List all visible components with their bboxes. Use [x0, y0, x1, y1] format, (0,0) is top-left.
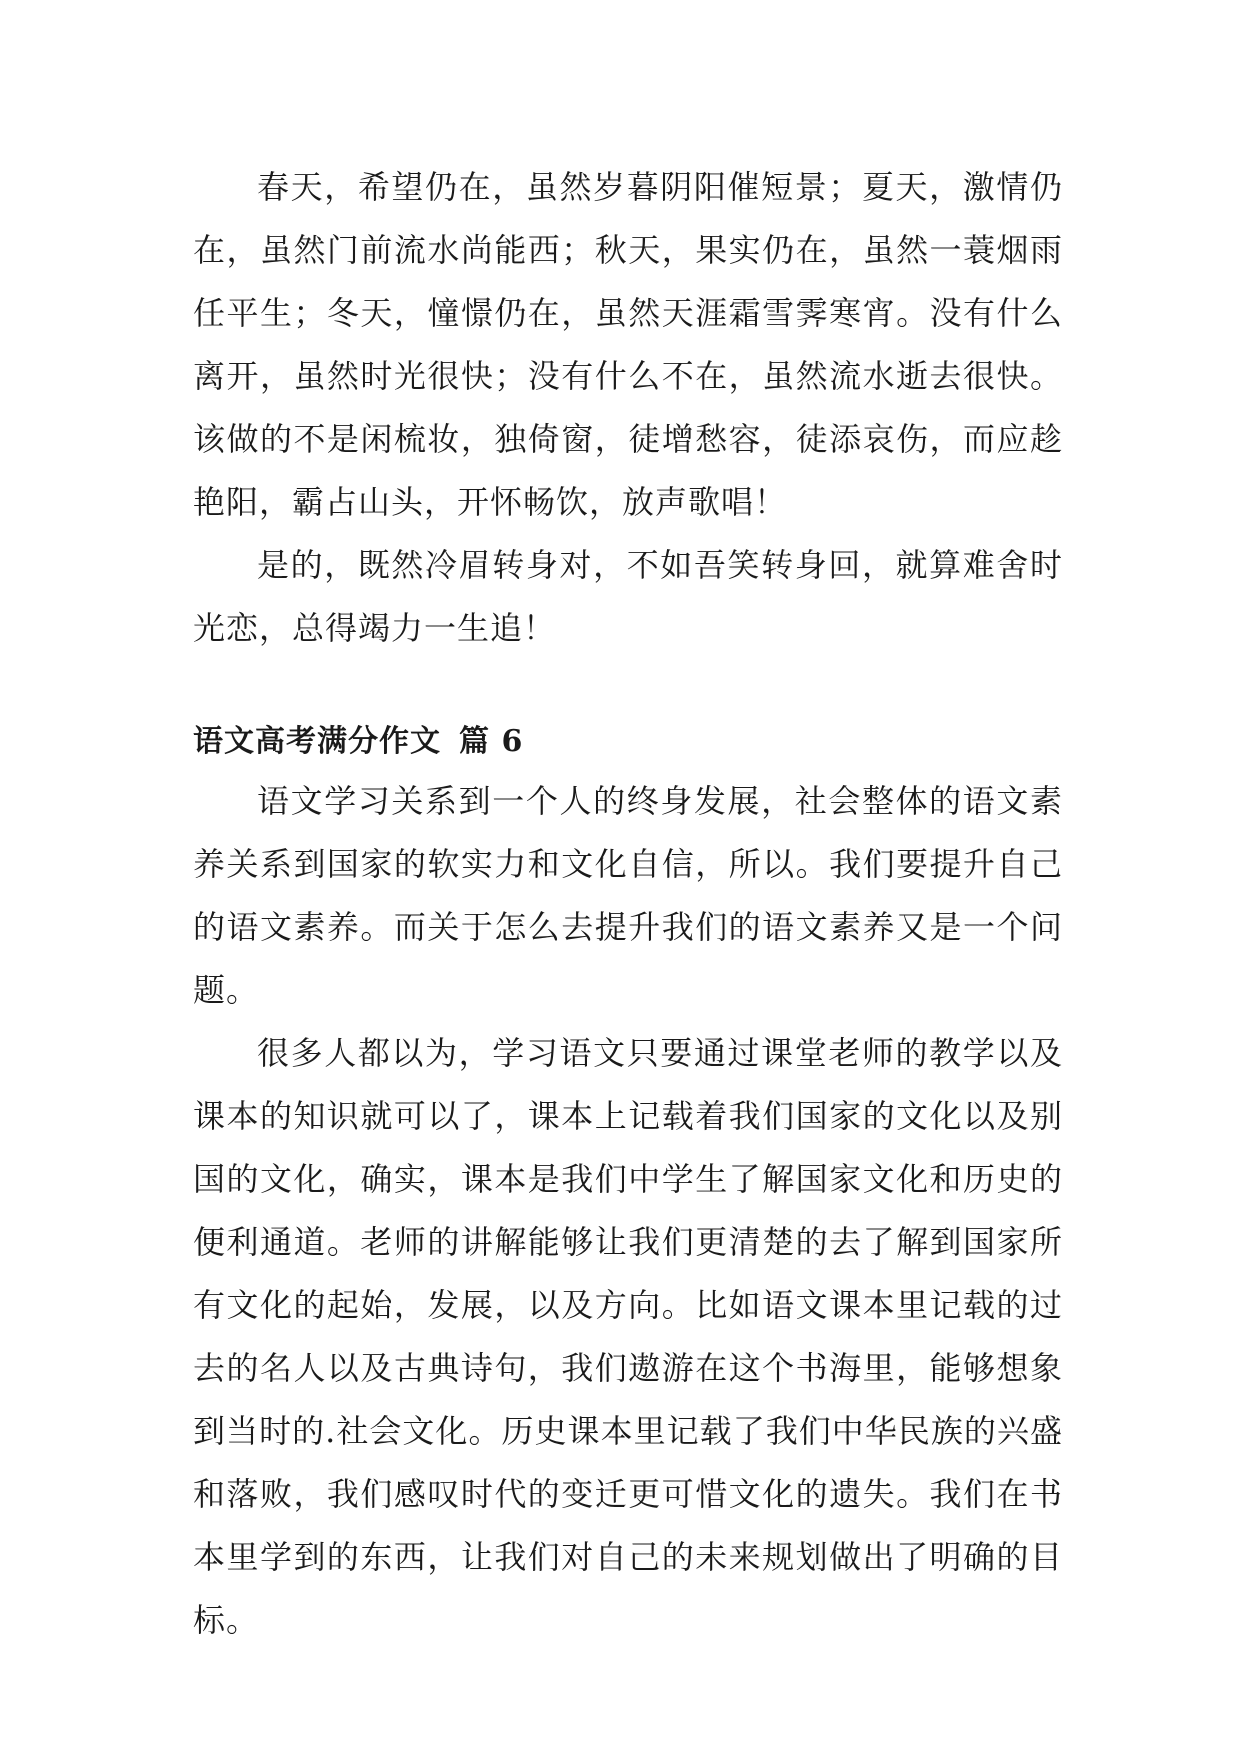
paragraph-conclusion: 是的，既然冷眉转身对，不如吾笑转身回，就算难舍时光恋，总得竭力一生追！: [193, 546, 1063, 647]
paragraph-textbook: 很多人都以为，学习语文只要通过课堂老师的教学以及课本的知识就可以了，课本上记载着我们国家的文化以及别国的文化，确实，课本是我们中学生了解国家文化和历史的便利通道。老师的讲解能够让我们更清楚的去了解到国家所有文化的起始，发展，以及方向。比如语文课本里记载的过去的名人以及古典诗句，我们遨游在这个书海里，能够想象到当时的.社会文化。历史课本里记载了我们中华民族的兴盛和落败，我们感叹时代的变迁更可惜文化的遗失。我们在书本里学到的东西，让我们对自己的未来规划做出了明确的目标。: [193, 1034, 1063, 1639]
document-page: [193, 156, 1063, 1652]
paragraph-seasons: 春天，希望仍在，虽然岁暮阴阳催短景；夏天，激情仍在，虽然门前流水尚能西；秋天，果实仍在，虽然一蓑烟雨任平生；冬天，憧憬仍在，虽然天涯霜雪霁寒宵。没有什么离开，虽然时光很快；没有什么不在，虽然流水逝去很快。该做的不是闲梳妆，独倚窗，徒增愁容，徒添哀伤，而应趁艳阳，霸占山头，开怀畅饮，放声歌唱！: [193, 168, 1063, 521]
paragraph-intro: 语文学习关系到一个人的终身发展，社会整体的语文素养关系到国家的软实力和文化自信，所以。我们要提升自己的语文素养。而关于怎么去提升我们的语文素养又是一个问题。: [193, 782, 1063, 1009]
section-number-label: 篇 6: [459, 724, 524, 759]
section-heading: [193, 713, 1063, 770]
section-heading-text: 语文高考满分作文: [193, 724, 441, 759]
